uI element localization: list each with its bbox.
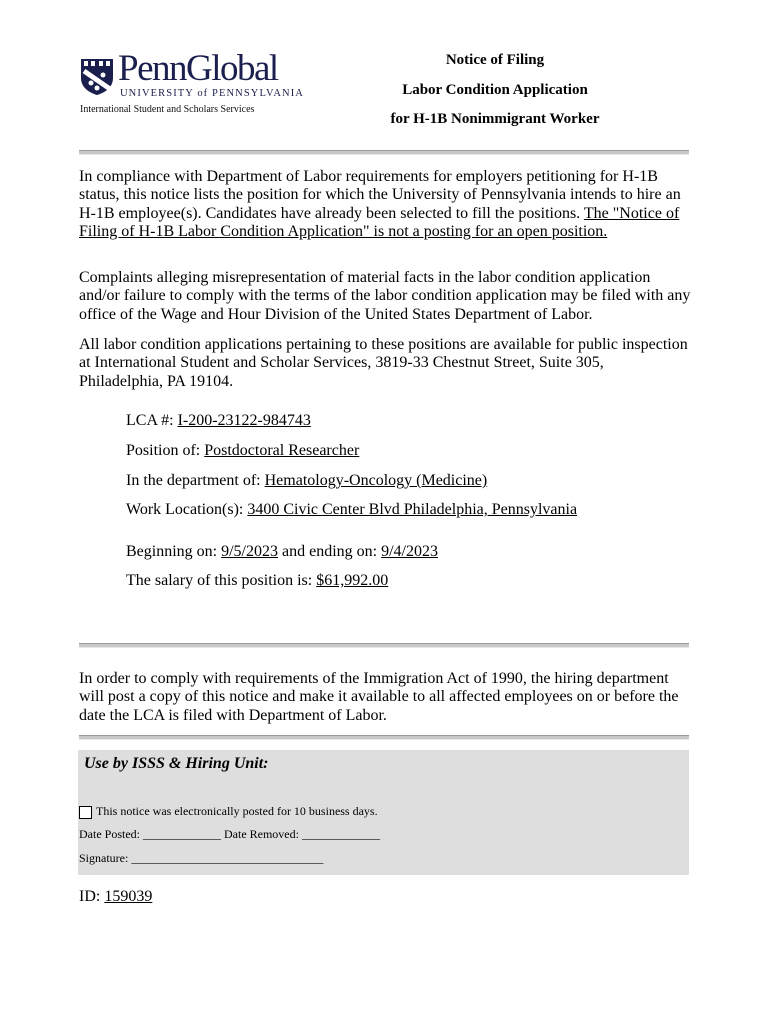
penn-global-logo <box>80 48 304 126</box>
department-label: In the department of: <box>126 472 265 489</box>
posted-checkbox-label: This notice was electronically posted for 10 business days. <box>96 804 378 818</box>
notice-title-line3: for H-1B Nonimmigrant Worker <box>390 111 600 127</box>
ending-date: 9/4/2023 <box>381 543 438 560</box>
intro-text: In compliance with Department of Labor requirements for employers petitioning for H-1B status, this notice lists the position for which the University of Pennsylvania intends to hire an H-1B employee(s). Candidates have already been selected to fill the positions. <box>79 168 681 222</box>
beginning-date: 9/5/2023 <box>221 543 278 560</box>
salary-value: $61,992.00 <box>316 572 389 589</box>
work-location-row <box>126 501 577 519</box>
salary-row <box>126 572 388 590</box>
signature-line: Signature: ________________________________ <box>79 851 324 865</box>
complaints-paragraph: Complaints alleging misrepresentation of material facts in the labor condition application and/or failure to comply with the terms of the labor condition application may be filed with any office of the Wage and Hour Division of the United States Department of Labor. <box>79 269 691 323</box>
inspection-paragraph: All labor condition applications pertaining to these positions are available for public inspection at International Student and Scholar Services, 3819-33 Chestnut Street, Suite 305, Philadelphia, PA 19104. <box>79 336 688 390</box>
not-a-posting-notice: The "Notice of Filing of H-1B Labor Condition Application" is not a posting for an open position. <box>79 204 680 241</box>
divider <box>79 735 689 740</box>
divider <box>79 150 689 155</box>
divider <box>79 643 689 648</box>
id-value: 159039 <box>104 888 153 905</box>
isss-use-title: Use by ISSS & Hiring Unit: <box>84 755 269 772</box>
id-label: ID: <box>79 888 105 905</box>
compliance-paragraph: In order to comply with requirements of the Immigration Act of 1990, the hiring department will post a copy of this notice and make it available to all affected employees on or before the date the LCA is filed with Department of Labor. <box>79 670 679 724</box>
lca-number-row <box>126 412 311 430</box>
work-location-value: 3400 Civic Center Blvd Philadelphia, Pennsylvania <box>247 501 578 518</box>
posted-checkbox[interactable] <box>79 806 92 819</box>
ending-label: and ending on: <box>278 543 382 560</box>
department-value: Hematology-Oncology (Medicine) <box>264 472 488 489</box>
salary-label: The salary of this position is: <box>126 572 317 589</box>
department-row <box>126 472 487 490</box>
logo-wordmark: PennGlobal <box>118 48 278 89</box>
work-location-label: Work Location(s): <box>126 501 248 518</box>
date-posted-line: Date Posted: _____________ Date Removed: _____________ <box>79 827 380 841</box>
lca-label: LCA #: <box>126 412 178 429</box>
logo-university: UNIVERSITY of PENNSYLVANIA <box>120 88 304 99</box>
id-row <box>79 888 152 906</box>
position-value: Postdoctoral Researcher <box>204 442 360 459</box>
notice-title-line2: Labor Condition Application <box>402 82 588 98</box>
penn-shield-icon <box>80 58 114 96</box>
lca-value: I-200-23122-984743 <box>177 412 311 429</box>
notice-title-line1: Notice of Filing <box>445 52 545 68</box>
dates-row <box>126 543 438 561</box>
position-row <box>126 442 359 460</box>
position-label: Position of: <box>126 442 205 459</box>
beginning-label: Beginning on: <box>126 543 222 560</box>
intro-paragraph <box>79 168 691 242</box>
logo-caption: International Student and Scholars Services <box>80 104 255 115</box>
